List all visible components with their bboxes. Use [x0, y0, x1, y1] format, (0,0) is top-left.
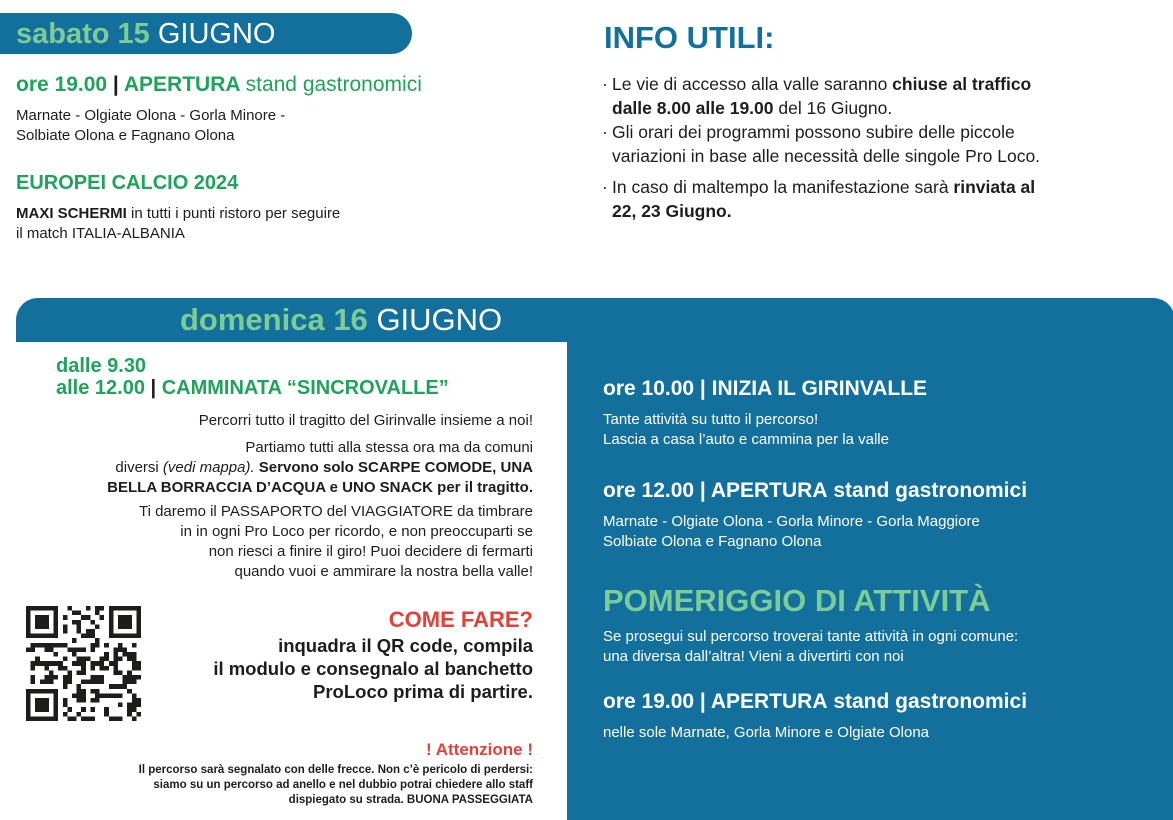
info-item-1	[602, 72, 1162, 120]
walk-p3-l3: non riesci a finire il giro! Puoi decidere di fermarti	[208, 543, 533, 560]
text-bold: 22, 23 Giugno.	[612, 201, 732, 221]
event-3-l2: una diversa dall’altra! Vieni a divertirti con noi	[603, 648, 904, 665]
bullet: ·	[602, 122, 608, 142]
text: del 16 Giugno.	[773, 98, 893, 118]
saturday-month: GIUGNO	[157, 18, 276, 50]
attention-l3	[289, 793, 533, 808]
event-4-title	[603, 690, 1027, 714]
event-3-title: POMERIGGIO DI ATTIVITÀ	[603, 583, 991, 618]
how-l3: ProLoco prima di partire.	[313, 681, 533, 702]
text: Gli orari dei programmi possono subire delle piccole	[612, 122, 1015, 142]
euro-bold: EUROPEI	[16, 172, 107, 194]
text: diversi	[115, 459, 163, 476]
separator: |	[150, 377, 157, 399]
sunday-day: domenica 16	[180, 302, 368, 337]
info-item-2	[602, 120, 1162, 168]
walk-p2-l3: BELLA BORRACCIA D’ACQUA e UNO SNACK per il tragitto.	[107, 479, 533, 496]
walk-p3-l4: quando vuoi e ammirare la nostra bella valle!	[234, 563, 533, 580]
event-4-l1: nelle sole Marnate, Gorla Minore e Olgiate Olona	[603, 724, 930, 741]
text: dispiegato su strada.	[288, 794, 407, 806]
event-2-l2: Solbiate Olona e Fagnano Olona	[603, 533, 822, 550]
walk-title: CAMMINATA “SINCROVALLE”	[161, 377, 449, 399]
sunday-month: GIUGNO	[376, 302, 503, 337]
info-item-1-text	[612, 72, 1031, 120]
event-3-l1: Se prosegui sul percorso troverai tante attività in ogni comune:	[603, 628, 1019, 645]
event-1-l1: Tante attività su tutto il percorso!	[603, 411, 819, 428]
text: variazioni in base alle necessità delle singole Pro Loco.	[612, 146, 1041, 166]
text-bold: chiuse al traffico	[892, 74, 1032, 94]
attention-l1: Il percorso sarà segnalato con delle frecce. Non c’è pericolo di perdersi:	[138, 764, 533, 776]
saturday-title	[16, 18, 275, 50]
text-bold: rinviata al	[953, 177, 1036, 197]
separator: |	[112, 73, 119, 96]
bullet: ·	[602, 74, 608, 94]
saturday-header	[0, 13, 412, 54]
how-title: COME FARE?	[388, 607, 533, 632]
info-title: INFO UTILI:	[604, 20, 775, 55]
walk-time-2: alle 12.00	[56, 377, 145, 399]
euro-text-bold: MAXI SCHERMI	[16, 205, 127, 222]
sunday-title	[180, 300, 502, 340]
euro-text-rest: in tutti i punti ristoro per seguire	[126, 205, 341, 222]
attention-l2: siamo su un percorso ad anello e nel dubbio potrai chiedere allo staff	[153, 779, 533, 791]
event-2-title-rest: stand gastronomici	[827, 479, 1028, 502]
bullet: ·	[602, 177, 608, 197]
text-italic: (vedi mappa).	[162, 459, 255, 476]
walk-heading	[56, 376, 449, 400]
text: In caso di maltempo la manifestazione sarà	[612, 177, 954, 197]
text: Le vie di accesso alla valle saranno	[612, 74, 893, 94]
euro-text-line-2: il match ITALIA-ALBANIA	[16, 225, 185, 242]
event-4-title-rest: stand gastronomici	[827, 690, 1028, 713]
euro-rest: CALCIO 2024	[111, 172, 239, 194]
event-4-title-bold: ore 19.00 | APERTURA	[603, 690, 828, 713]
text-bold: dalle 8.00 alle 19.00	[612, 98, 774, 118]
info-item-3-text	[612, 175, 1035, 223]
how-l2: il modulo e consegnalo al banchetto	[213, 658, 533, 679]
opening-rest: stand gastronomici	[245, 73, 422, 96]
text-bold: Servono solo SCARPE COMODE, UNA	[254, 459, 533, 476]
event-2-title-bold: ore 12.00 | APERTURA	[603, 479, 828, 502]
saturday-opening-places-1: Marnate - Olgiate Olona - Gorla Minore -	[16, 107, 286, 124]
event-1-l2: Lascia a casa l’auto e cammina per la valle	[603, 431, 889, 448]
saturday-opening-places-2: Solbiate Olona e Fagnano Olona	[16, 127, 235, 144]
info-item-3	[602, 175, 1162, 223]
walk-p3-l2: in in ogni Pro Loco per ricordo, e non preoccuparti se	[180, 523, 533, 540]
saturday-opening-heading	[16, 73, 422, 97]
opening-title: APERTURA	[123, 73, 240, 96]
how-l1: inquadra il QR code, compila	[278, 635, 533, 656]
euro-heading	[16, 172, 238, 195]
walk-p2-l2	[115, 458, 533, 478]
opening-time: ore 19.00	[16, 73, 108, 96]
event-2-title	[603, 479, 1027, 503]
walk-p2-l1: Partiamo tutti alla stessa ora ma da comuni	[245, 439, 533, 456]
walk-p3-l1: Ti daremo il PASSAPORTO del VIAGGIATORE da timbrare	[138, 503, 533, 520]
info-item-2-text	[612, 120, 1040, 168]
qr-code-icon[interactable]	[26, 606, 141, 721]
text: BUONA PASSEGGIATA	[406, 794, 533, 806]
walk-p1: Percorri tutto il tragitto del Girinvalle insieme a noi!	[198, 412, 533, 429]
euro-text-line-1	[16, 204, 340, 224]
event-1-title: ore 10.00 | INIZIA IL GIRINVALLE	[603, 377, 928, 400]
event-2-l1: Marnate - Olgiate Olona - Gorla Minore - Gorla Maggiore	[603, 513, 980, 530]
walk-time-1: dalle 9.30	[56, 355, 147, 377]
saturday-day: sabato 15	[16, 18, 150, 50]
attention-title: ! Attenzione !	[425, 740, 533, 759]
